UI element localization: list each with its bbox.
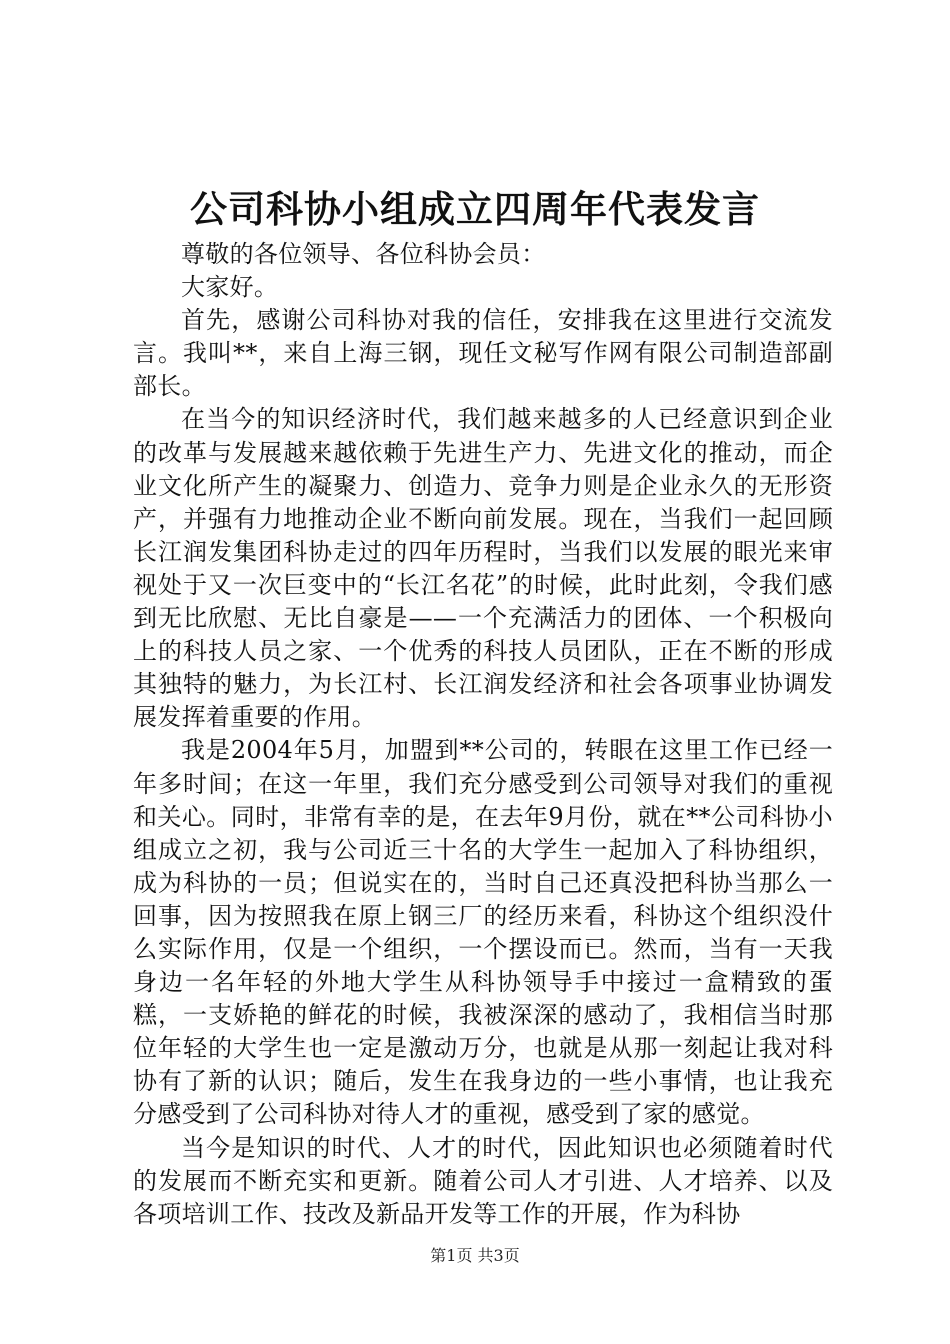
document-body xyxy=(133,238,833,1231)
body-paragraph: 我是2004年5月，加盟到**公司的，转眼在这里工作已经一年多时间；在这一年里，我们充分感受到公司领导对我们的重视和关心。同时，非常有幸的是，在去年9月份，就在**公司科协小组成立之初，我与公司近三十名的大学生一起加入了科协组织，成为科协的一员；但说实在的，当时自己还真没把科协当那么一回事，因为按照我在原上钢三厂的经历来看，科协这个组织没什么实际作用，仅是一个组织，一个摆设而已。然而，当有一天我身边一名年轻的外地大学生从科协领导手中接过一盒精致的蛋糕，一支娇艳的鲜花的时候，我被深深的感动了，我相信当时那位年轻的大学生也一定是激动万分，也就是从那一刻起让我对科协有了新的认识；随后，发生在我身边的一些小事情，也让我充分感受到了公司科协对待人才的重视，感受到了家的感觉。 xyxy=(133,736,833,1129)
body-paragraph: 在当今的知识经济时代，我们越来越多的人已经意识到企业的改革与发展越来越依赖于先进生产力、先进文化的推动，而企业文化所产生的凝聚力、创造力、竞争力则是企业永久的无形资产，并强有力地推动企业不断向前发展。现在，当我们一起回顾长江润发集团科协走过的四年历程时，当我们以发展的眼光来审视处于又一次巨变中的“长江名花”的时候，此时此刻，令我们感到无比欣慰、无比自豪是——一个充满活力的团体、一个积极向上的科技人员之家、一个优秀的科技人员团队，正在不断的形成其独特的魅力，为长江村、长江润发经济和社会各项事业协调发展发挥着重要的作用。 xyxy=(133,405,833,732)
document-title: 公司科协小组成立四周年代表发言 xyxy=(190,187,760,231)
body-paragraph: 当今是知识的时代、人才的时代，因此知识也必须随着时代的发展而不断充实和更新。随着公司人才引进、人才培养、以及各项培训工作、技改及新品开发等工作的开展，作为科协 xyxy=(133,1133,833,1228)
page-number-label: 第1页 共3页 xyxy=(430,1246,520,1265)
greeting-paragraph: 大家好。 xyxy=(181,273,279,302)
body-paragraph: 首先，感谢公司科协对我的信任，安排我在这里进行交流发言。我叫**，来自上海三钢，现任文秘写作网有限公司制造部副部长。 xyxy=(133,306,833,401)
salutation-paragraph: 尊敬的各位领导、各位科协会员： xyxy=(181,240,546,268)
page-footer xyxy=(0,1245,950,1267)
